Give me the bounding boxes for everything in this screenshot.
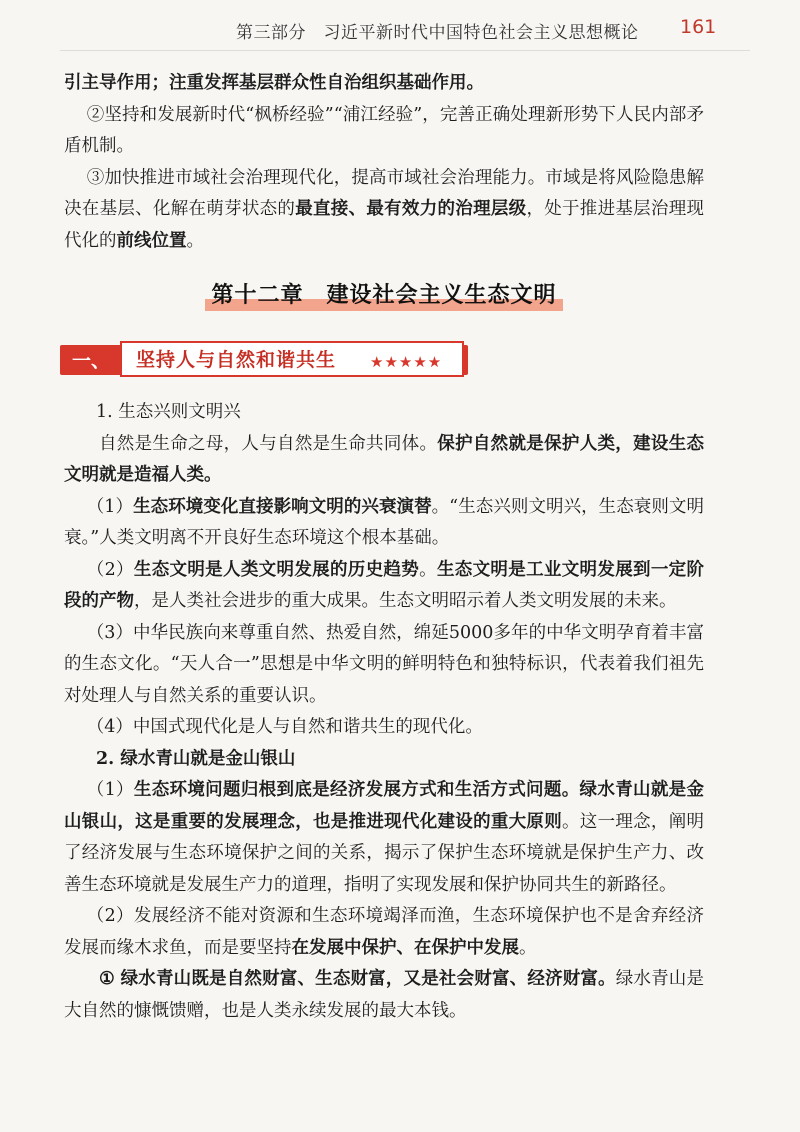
chapter-title: 第十二章 建设社会主义生态文明 [205,278,562,314]
body-paragraph-3: （2）生态文明是人类文明发展的历史趋势。生态文明是工业文明发展到一定阶段的产物，是人类社会进步的重大成果。生态文明昭示着人类文明发展的未来。 [64,559,705,611]
subheading-1: 1. 生态兴则文明兴 [96,402,241,422]
body-paragraph-6: （1）生态环境问题归根到底是经济发展方式和生活方式问题。绿水青山就是金山银山，这是重要的发展理念，也是推进现代化建设的重大原则。这一理念，阐明了经济发展与生态环境保护之间的关系，揭示了保护生态环境就是保护生产力、改善生态环境就是发展生产力的道理，指明了实现发展和保护协同共生的新路径。 [64,780,705,895]
subheading-2: 2. 绿水青山就是金山银山 [96,748,296,769]
body-paragraph-7: （2）发展经济不能对资源和生态环境竭泽而渔，生态环境保护也不是舍弃经济发展而缘木求鱼，而是要坚持在发展中保护、在保护中发展。 [64,906,704,958]
page-content [64,68,704,1027]
body-paragraph-2: （1）生态环境变化直接影响文明的兴衰演替。“生态兴则文明兴，生态衰则文明衰。”人类文明离不开良好生态环境这个根本基础。 [64,496,704,548]
header-divider [60,50,750,51]
running-header-title: 第三部分 习近平新时代中国特色社会主义思想概论 [236,23,639,43]
body-paragraph-5: （4）中国式现代化是人与自然和谐共生的现代化。 [86,717,483,737]
body-paragraph-4: （3）中华民族向来尊重自然、热爱自然，绵延5000多年的中华文明孕育着丰富的生态文化。“天人合一”思想是中华文明的鲜明特色和独特标识，代表着我们祖先对处理人与自然关系的重要认识。 [64,622,704,706]
body-paragraph-8: ① 绿水青山既是自然财富、生态财富，又是社会财富、经济财富。绿水青山是大自然的慷慨馈赠，也是人类永续发展的最大本钱。 [64,969,704,1021]
intro-paragraph-2: ②坚持和发展新时代“枫桥经验”“浦江经验”，完善正确处理新形势下人民内部矛盾机制。 [64,104,704,156]
section-number: 一、 [72,350,111,372]
section-heading [64,339,704,383]
intro-paragraph-3: ③加快推进市域社会治理现代化，提高市域社会治理能力。市域是将风险隐患解决在基层、化解在萌芽状态的最直接、最有效力的治理层级，处于推进基层治理现代化的前线位置。 [64,167,705,251]
page-number: 161 [680,16,717,38]
importance-stars-icon: ★★★★★ [370,353,443,371]
section-title: 坚持人与自然和谐共生 [136,349,337,371]
intro-paragraph-1: 引主导作用；注重发挥基层群众性自治组织基础作用。 [64,73,484,93]
page-header [0,0,800,60]
body-paragraph-1: 自然是生命之母，人与自然是生命共同体。保护自然就是保护人类，建设生态文明就是造福人类。 [64,433,705,485]
chapter-heading-wrap [64,257,704,335]
